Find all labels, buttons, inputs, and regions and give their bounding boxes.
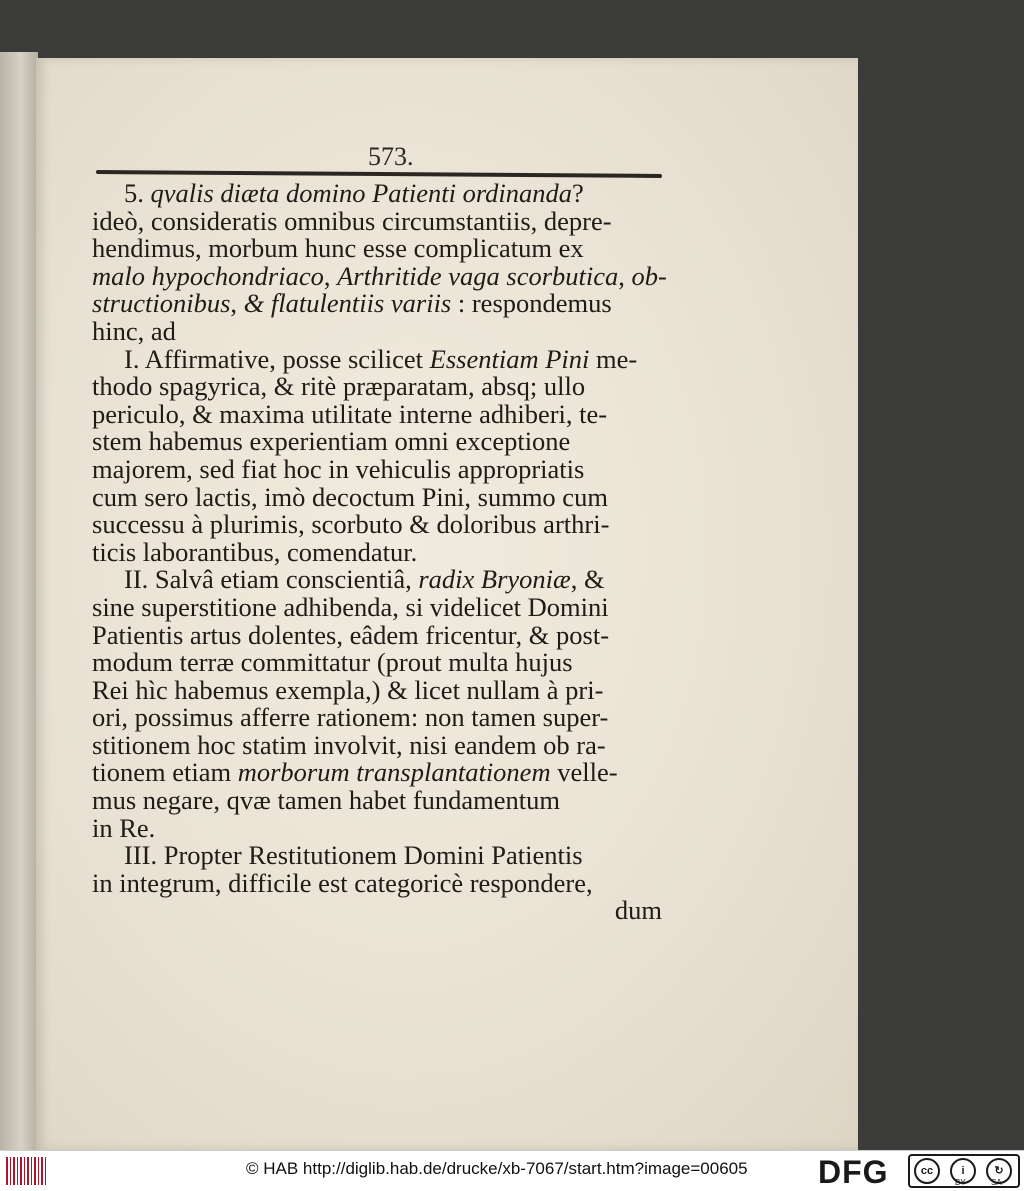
attribution-icon: i [950, 1158, 976, 1184]
text-segment: Rei hìc habemus exempla,) & licet nullam à pri- [92, 674, 604, 705]
text-line [92, 729, 662, 760]
text-segment: , [230, 288, 244, 319]
italic-segment: radix Bryoniæ [418, 564, 571, 595]
text-line [92, 398, 662, 429]
dfg-logo: DFG [818, 1154, 889, 1190]
text-segment: 5. [124, 178, 151, 208]
italic-segment: & flatulentiis variis [243, 288, 452, 319]
text-line [92, 812, 662, 843]
text-segment: majorem, sed fiat hoc in vehiculis appropriatis [92, 453, 585, 484]
text-line [92, 260, 667, 291]
barcode-icon [6, 1157, 46, 1185]
page-number: 573. [368, 142, 414, 171]
text-segment: velle- [550, 757, 618, 788]
text-segment: ideò, consideratis omnibus circumstantiis, depre- [92, 205, 612, 236]
text-segment: periculo, & maxima utilitate interne adhiberi, te- [92, 398, 608, 429]
text-line [92, 759, 662, 787]
text-segment: , [618, 260, 632, 291]
text-line [92, 315, 662, 346]
text-segment: modum terræ committatur (prout multa hujus [92, 647, 573, 678]
text-line [92, 566, 662, 594]
text-line [92, 536, 662, 567]
text-line [92, 619, 662, 650]
page-text [92, 178, 667, 926]
italic-segment: malo hypochondriaco [92, 260, 324, 291]
previous-page-edge [0, 52, 38, 1150]
by-label: BY [955, 1178, 966, 1187]
text-line [92, 704, 662, 732]
italic-segment: morborum transplantationem [237, 757, 551, 788]
text-segment: II. Salvâ etiam conscientiâ, [124, 564, 419, 595]
text-segment: sine superstitione adhibenda, si videlicet Domini [92, 591, 609, 622]
text-segment: : respondemus [451, 288, 612, 319]
text-line [92, 511, 662, 539]
text-segment: tionem etiam [92, 757, 238, 788]
italic-segment: Essentiam Pini [429, 343, 590, 374]
footer-bar [0, 1150, 1024, 1191]
text-segment: in Re. [92, 812, 156, 843]
text-segment: III. Propter Restitutionem Domini Patientis [124, 840, 583, 871]
source-url[interactable]: © HAB http://diglib.hab.de/drucke/xb-7067/start.htm?image=00605 [246, 1159, 748, 1178]
text-line [92, 373, 662, 401]
cc-by-sa-icon [908, 1154, 1020, 1188]
text-segment: Patientis artus dolentes, eâdem fricentur, & post- [92, 619, 610, 650]
text-line [92, 343, 662, 374]
text-segment: dum [614, 895, 662, 926]
text-segment: stitionem hoc statim involvit, nisi eandem ob ra- [92, 729, 606, 760]
text-segment: stem habemus experientiam omni exceptione [92, 426, 571, 457]
text-line [92, 867, 662, 898]
text-segment: cum sero lactis, imò decoctum Pini, summo cum [92, 481, 608, 512]
text-segment: me- [589, 343, 638, 374]
text-segment: hinc, ad [92, 315, 176, 346]
text-line [92, 453, 662, 484]
text-line [92, 205, 662, 236]
text-line [92, 428, 662, 456]
italic-segment: ob- [631, 260, 667, 291]
text-segment: successu à plurimis, scorbuto & doloribus arthri- [92, 509, 610, 540]
text-segment: , & [570, 564, 605, 595]
italic-segment: Arthritide vaga scorbutica [337, 260, 619, 291]
text-segment: thodo spagyrica, & ritè præparatam, absq; ullo [92, 371, 586, 402]
text-line [92, 180, 662, 208]
text-line [92, 897, 662, 925]
share-alike-icon: ↻ [986, 1158, 1012, 1184]
text-line [92, 481, 662, 512]
sa-label: SA [991, 1178, 1002, 1187]
text-segment: hendimus, morbum hunc esse complicatum ex [92, 233, 584, 264]
text-line [92, 235, 662, 263]
text-line [92, 842, 662, 870]
italic-segment: structionibus [92, 288, 231, 319]
text-segment: ori, possimus afferre rationem: non tamen super- [92, 702, 609, 733]
text-line [92, 649, 662, 677]
cc-icon: cc [914, 1158, 940, 1184]
text-segment: , [323, 260, 338, 291]
text-segment: in integrum, difficile est categoricè respondere, [92, 867, 593, 898]
text-segment: ? [572, 178, 584, 208]
text-line [92, 787, 662, 815]
italic-segment: qvalis diæta domino Patienti ordinanda [150, 178, 573, 208]
text-line [92, 290, 662, 318]
text-line [92, 591, 662, 622]
text-segment: mus negare, qvæ tamen habet fundamentum [92, 785, 561, 816]
text-segment: I. Affirmative, posse scilicet [124, 343, 430, 374]
text-line [92, 674, 662, 705]
text-segment: ticis laborantibus, comendatur. [92, 536, 418, 567]
